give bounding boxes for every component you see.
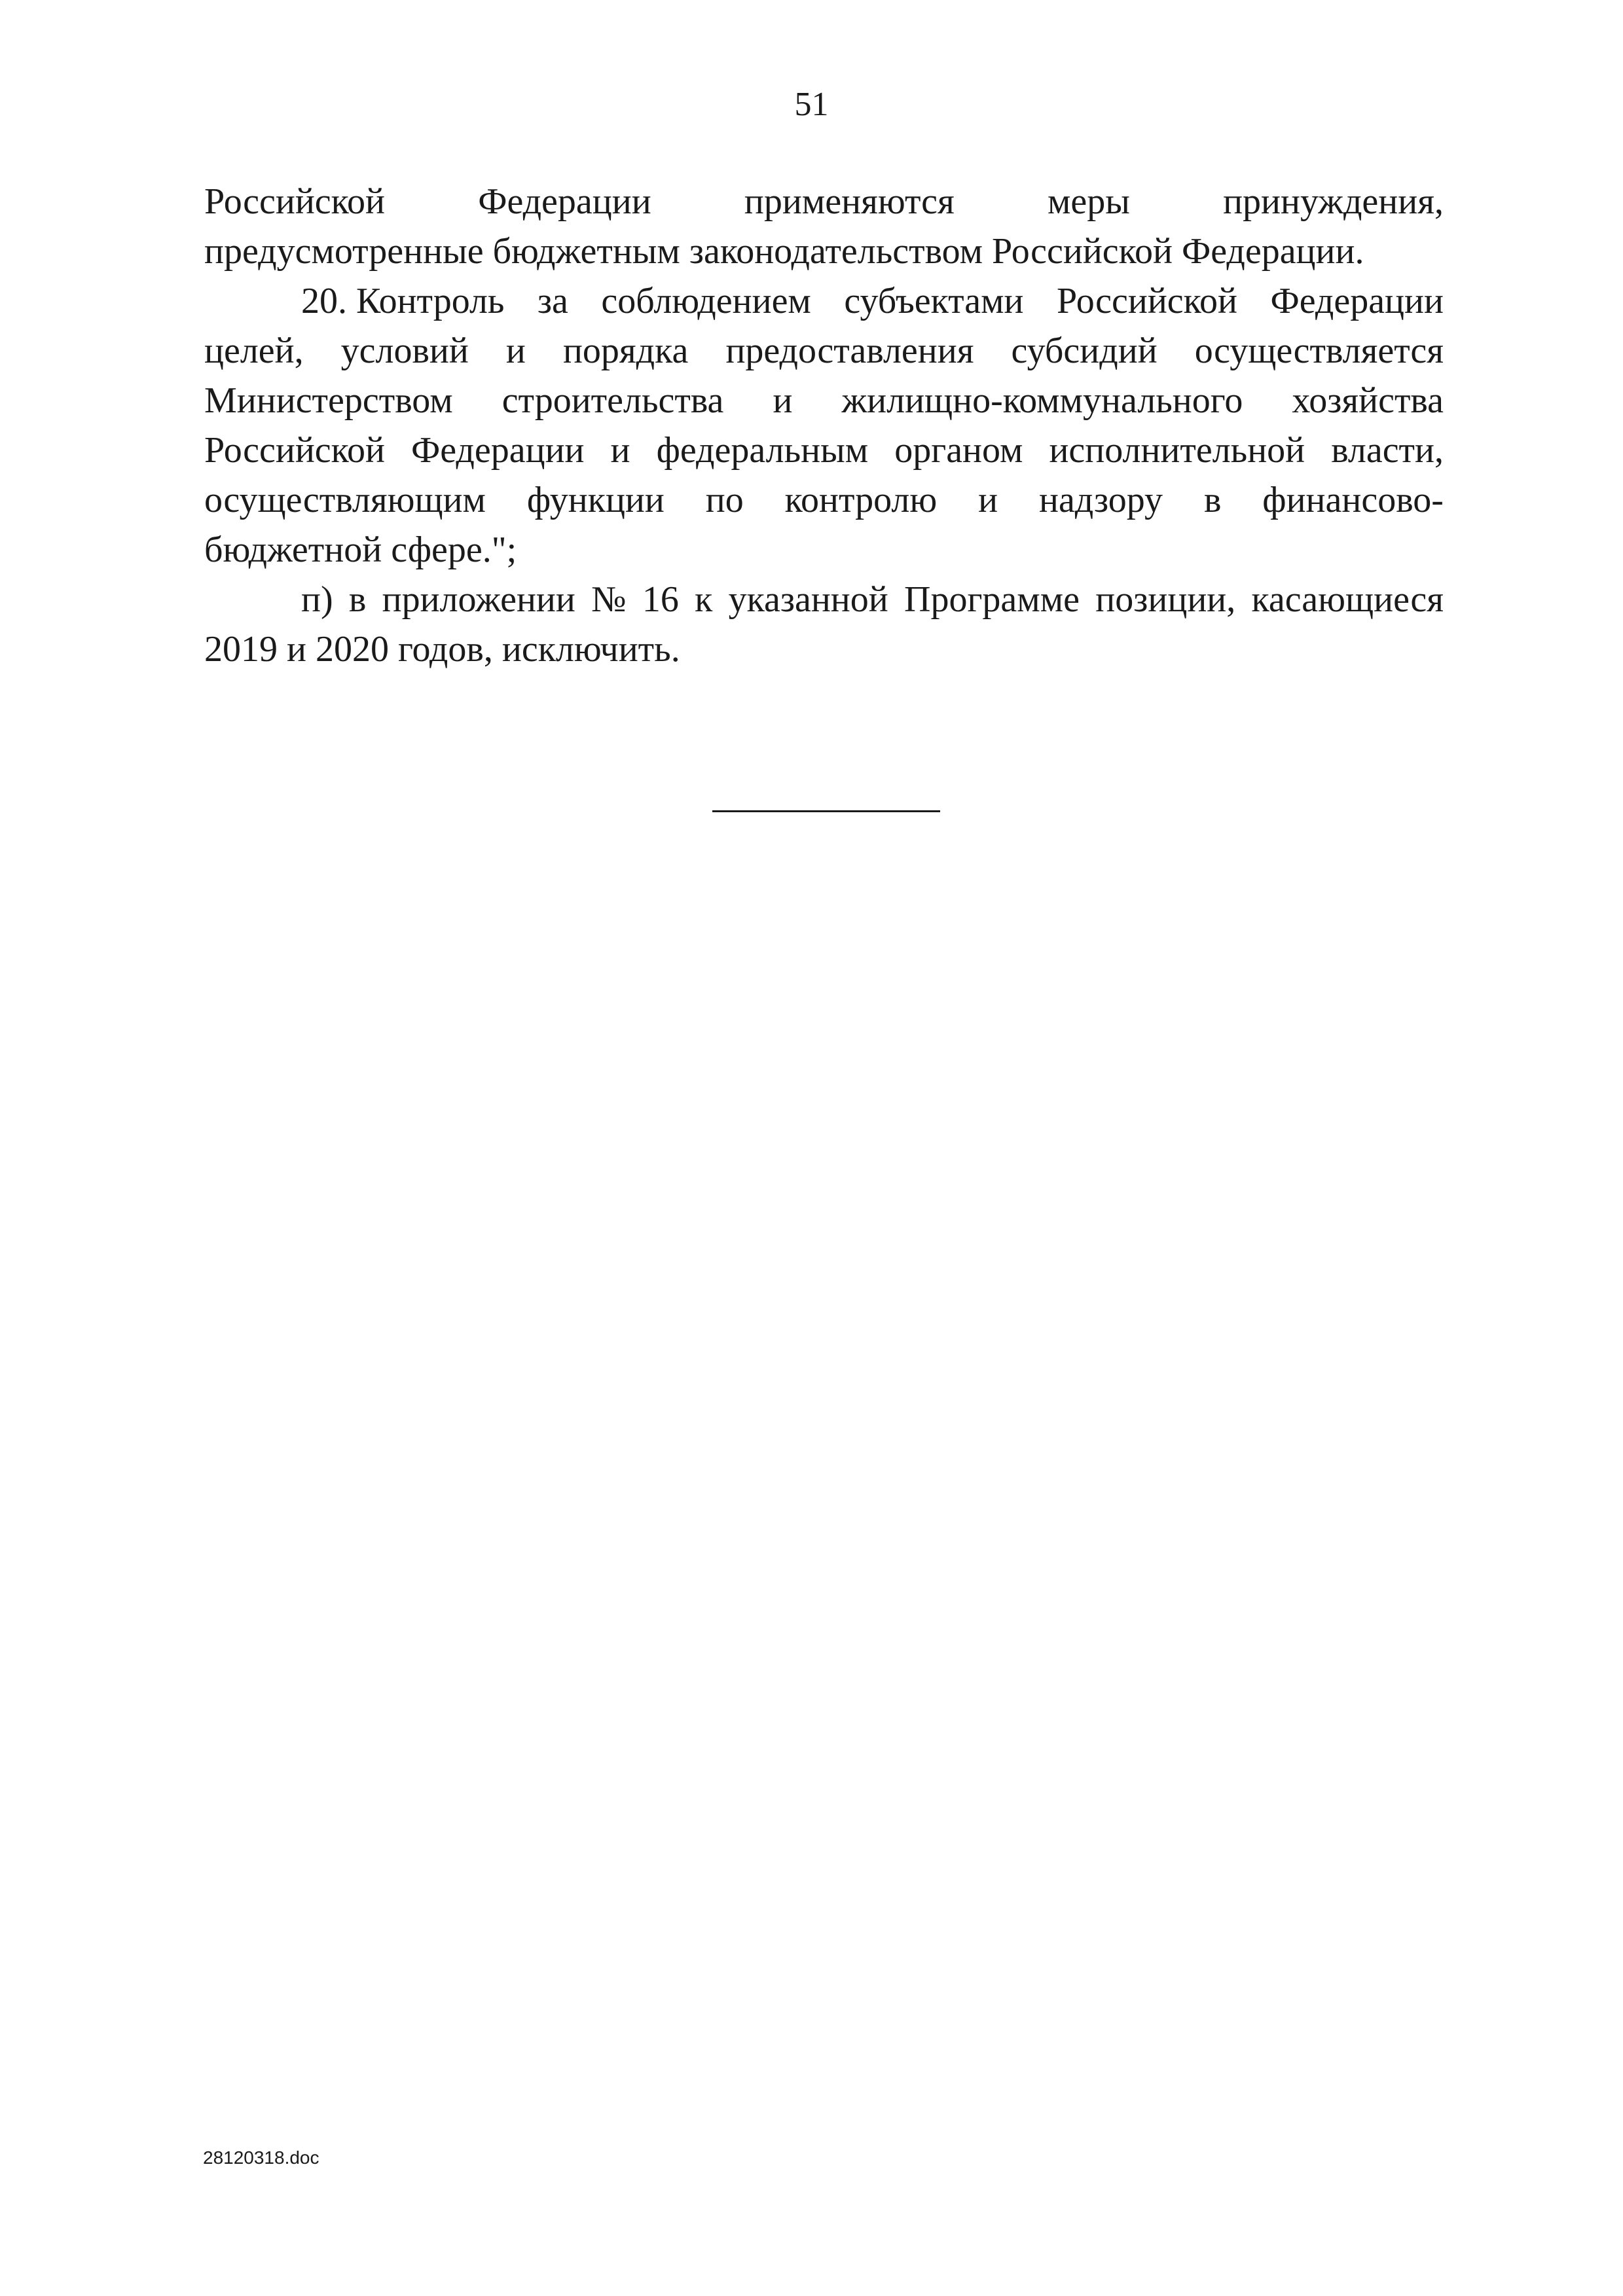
word: субъектами xyxy=(844,281,1024,321)
word: Российской xyxy=(204,430,385,471)
word: указанной xyxy=(728,579,888,620)
word: меры xyxy=(1047,181,1130,222)
word: органом xyxy=(894,430,1023,471)
paragraph-2-line-4 xyxy=(204,425,1444,475)
word: и xyxy=(773,380,793,421)
word: функции xyxy=(526,480,665,520)
word: Федерации xyxy=(1270,281,1444,321)
word: применяются xyxy=(744,181,955,222)
word: строительства xyxy=(501,380,724,421)
word: контролю xyxy=(784,480,938,520)
word: Программе xyxy=(904,579,1080,620)
word: надзору xyxy=(1038,480,1163,520)
word: финансово- xyxy=(1262,480,1444,520)
word: п) xyxy=(301,579,333,620)
paragraph-2-line-5 xyxy=(204,475,1444,525)
word: касающиеся xyxy=(1251,579,1444,620)
word: 16 xyxy=(642,579,679,620)
word: в xyxy=(348,579,367,620)
word: осуществляется xyxy=(1194,331,1444,371)
word: принуждения, xyxy=(1223,181,1444,222)
word: предоставления xyxy=(725,331,974,371)
word: к xyxy=(695,579,713,620)
word: 20. Контроль xyxy=(301,281,505,321)
word: приложении xyxy=(382,579,575,620)
word: исполнительной xyxy=(1049,430,1305,471)
word: Российской xyxy=(204,181,385,222)
end-separator-line xyxy=(712,810,940,812)
word: целей, xyxy=(204,331,304,371)
paragraph-2-line-6: бюджетной сфере."; xyxy=(204,529,517,570)
word: № xyxy=(591,579,627,620)
document-code: 28120318.doc xyxy=(203,2147,319,2168)
word: позиции, xyxy=(1095,579,1236,620)
word: хозяйства xyxy=(1292,380,1444,421)
word: соблюдением xyxy=(601,281,811,321)
word: за xyxy=(537,281,568,321)
word: по xyxy=(705,480,744,520)
paragraph-3-line-1 xyxy=(204,575,1444,624)
word: условий xyxy=(340,331,469,371)
paragraph-2-line-3 xyxy=(204,376,1444,425)
word: Федерации xyxy=(411,430,585,471)
word: и xyxy=(505,331,526,371)
word: и xyxy=(978,480,998,520)
paragraph-2-line-1 xyxy=(204,276,1444,326)
word: власти, xyxy=(1331,430,1444,471)
paragraph-1-line-2: предусмотренные бюджетным законодательством Российской Федерации. xyxy=(204,231,1364,272)
word: и xyxy=(610,430,630,471)
word: федеральным xyxy=(656,430,869,471)
word: жилищно-коммунального xyxy=(841,380,1243,421)
word: в xyxy=(1203,480,1222,520)
paragraph-2-line-2 xyxy=(204,326,1444,376)
word: субсидий xyxy=(1011,331,1158,371)
document-body xyxy=(204,177,1444,674)
paragraph-3-line-2: 2019 и 2020 годов, исключить. xyxy=(204,629,680,670)
word: порядка xyxy=(562,331,689,371)
word: Российской xyxy=(1057,281,1237,321)
word: Федерации xyxy=(478,181,651,222)
paragraph-1-line-1 xyxy=(204,177,1444,226)
word: осуществляющим xyxy=(204,480,486,520)
page-number: 51 xyxy=(794,86,829,123)
word: Министерством xyxy=(204,380,453,421)
